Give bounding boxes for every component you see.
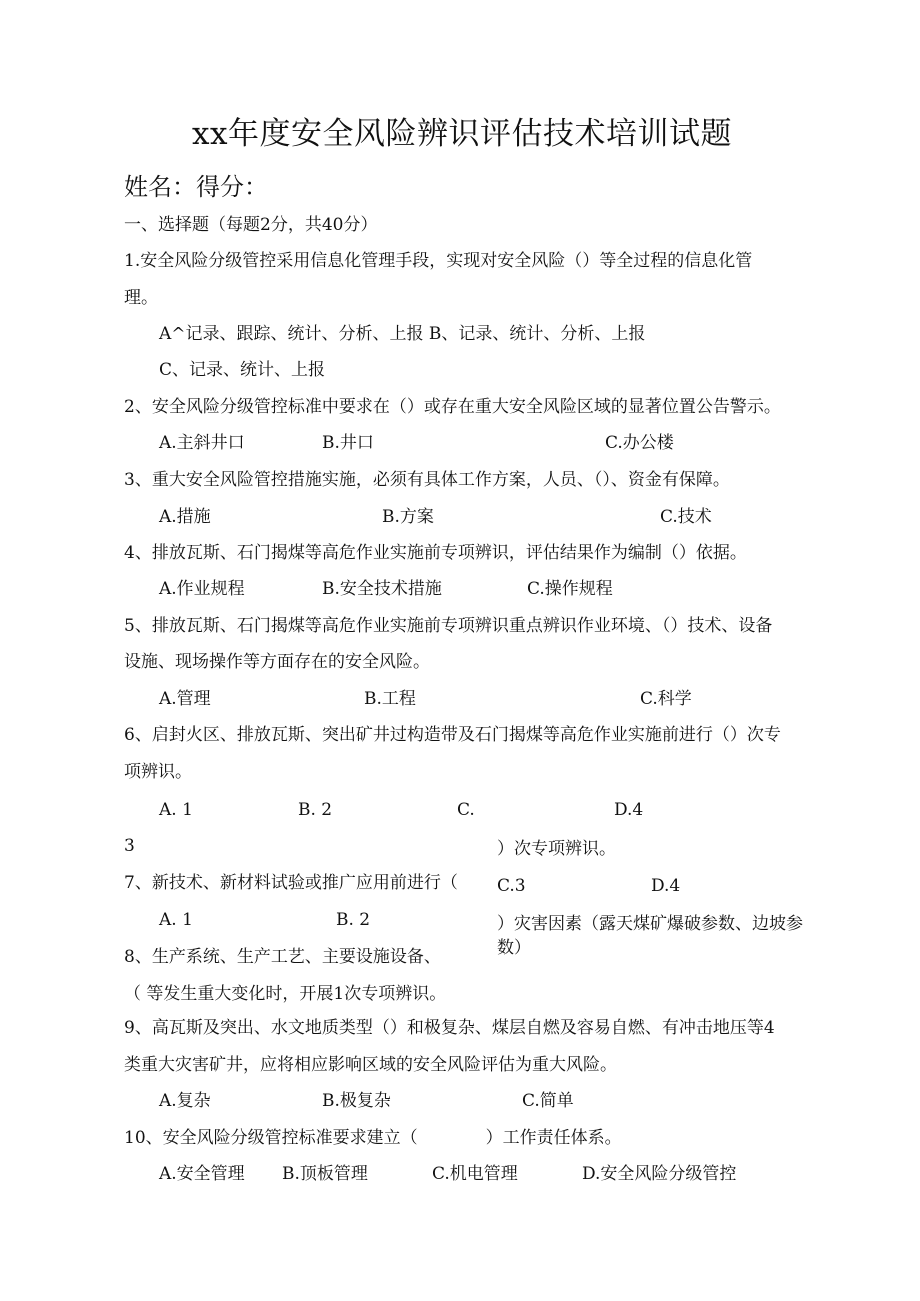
q2-stem: 2、安全风险分级管控标准中要求在（）或存在重大安全风险区域的显著位置公告警示。 [124, 397, 781, 417]
q9-stem-line1: 9、高瓦斯及突出、水文地质类型（）和极复杂、煤层自燃及容易自燃、有冲击地压等4 [124, 1018, 775, 1038]
q6-tail: ）次专项辨识。 [497, 839, 616, 859]
q4-option-a: A.作业规程 [159, 579, 245, 599]
q8-stem-line1: 8、生产系统、生产工艺、主要设施设备、 [124, 947, 441, 967]
q4-option-c: C.操作规程 [527, 579, 613, 599]
q1-stem-line1: 1.安全风险分级管控采用信息化管理手段，实现对安全风险（）等全过程的信息化管 [124, 251, 753, 271]
q10-option-d: D.安全风险分级管控 [582, 1164, 737, 1184]
q7-tail-line1: ）灾害因素（露天煤矿爆破参数、边坡参 [497, 914, 803, 934]
q2-option-b: B.井口 [322, 433, 374, 453]
q4-option-b: B.安全技术措施 [322, 579, 442, 599]
q10-stem: 10、安全风险分级管控标准要求建立（ ）工作责任体系。 [124, 1128, 622, 1148]
q10-option-a: A.安全管理 [159, 1164, 245, 1184]
q9-option-a: A.复杂 [159, 1091, 211, 1111]
q3-option-b: B.方案 [382, 507, 434, 527]
q9-option-c: C.简单 [522, 1091, 574, 1111]
q1-stem-line2: 理。 [124, 288, 158, 308]
q7-option-a: A. 1 [159, 910, 193, 930]
q9-option-b: B.极复杂 [322, 1091, 391, 1111]
q4-stem: 4、排放瓦斯、石门揭煤等高危作业实施前专项辨识，评估结果作为编制（）依据。 [124, 543, 747, 563]
q1-options-ab: A^记录、跟踪、统计、分析、上报 B、记录、统计、分析、上报 [159, 324, 646, 344]
q3-option-c: C.技术 [660, 507, 712, 527]
q7-option-c: C.3 [497, 876, 526, 896]
q5-option-c: C.科学 [640, 689, 692, 709]
q5-option-a: A.管理 [159, 689, 211, 709]
q3-stem: 3、重大安全风险管控措施实施，必须有具体工作方案，人员、（）、资金有保障。 [124, 470, 730, 490]
name-score-line: 姓名：得分： [124, 173, 268, 201]
q6-option-b: B. 2 [298, 800, 333, 820]
q1-option-c: C、记录、统计、上报 [159, 360, 326, 380]
q6-stem-line2: 项辨识。 [124, 762, 192, 782]
q5-option-b: B.工程 [364, 689, 416, 709]
q6-stray-digit: 3 [124, 836, 135, 856]
q6-option-d: D.4 [614, 800, 644, 820]
q7-option-d: D.4 [651, 876, 681, 896]
page-title: xx年度安全风险辨识评估技术培训试题 [192, 116, 732, 152]
q3-option-a: A.措施 [159, 507, 211, 527]
q7-stem: 7、新技术、新材料试验或推广应用前进行（ [124, 873, 458, 893]
q7-tail-line2: 数） [497, 938, 531, 958]
q10-option-b: B.顶板管理 [282, 1164, 368, 1184]
q5-stem-line2: 设施、现场操作等方面存在的安全风险。 [124, 652, 430, 672]
q8-stem-line2: （ 等发生重大变化时，开展1次专项辨识。 [124, 984, 447, 1004]
q6-option-a: A. 1 [159, 800, 193, 820]
q2-option-a: A.主斜井口 [159, 433, 245, 453]
q6-option-c: C. [457, 800, 475, 820]
q5-stem-line1: 5、排放瓦斯、石门揭煤等高危作业实施前专项辨识重点辨识作业环境、（）技术、设备 [124, 616, 773, 636]
q6-stem-line1: 6、启封火区、排放瓦斯、突出矿井过构造带及石门揭煤等高危作业实施前进行（）次专 [124, 725, 781, 745]
q7-option-b: B. 2 [336, 910, 371, 930]
q2-option-c: C.办公楼 [605, 433, 674, 453]
q9-stem-line2: 类重大灾害矿井，应将相应影响区域的安全风险评估为重大风险。 [124, 1055, 617, 1075]
section-heading: 一、选择题（每题2分，共40分） [124, 215, 378, 235]
q10-option-c: C.机电管理 [432, 1164, 518, 1184]
